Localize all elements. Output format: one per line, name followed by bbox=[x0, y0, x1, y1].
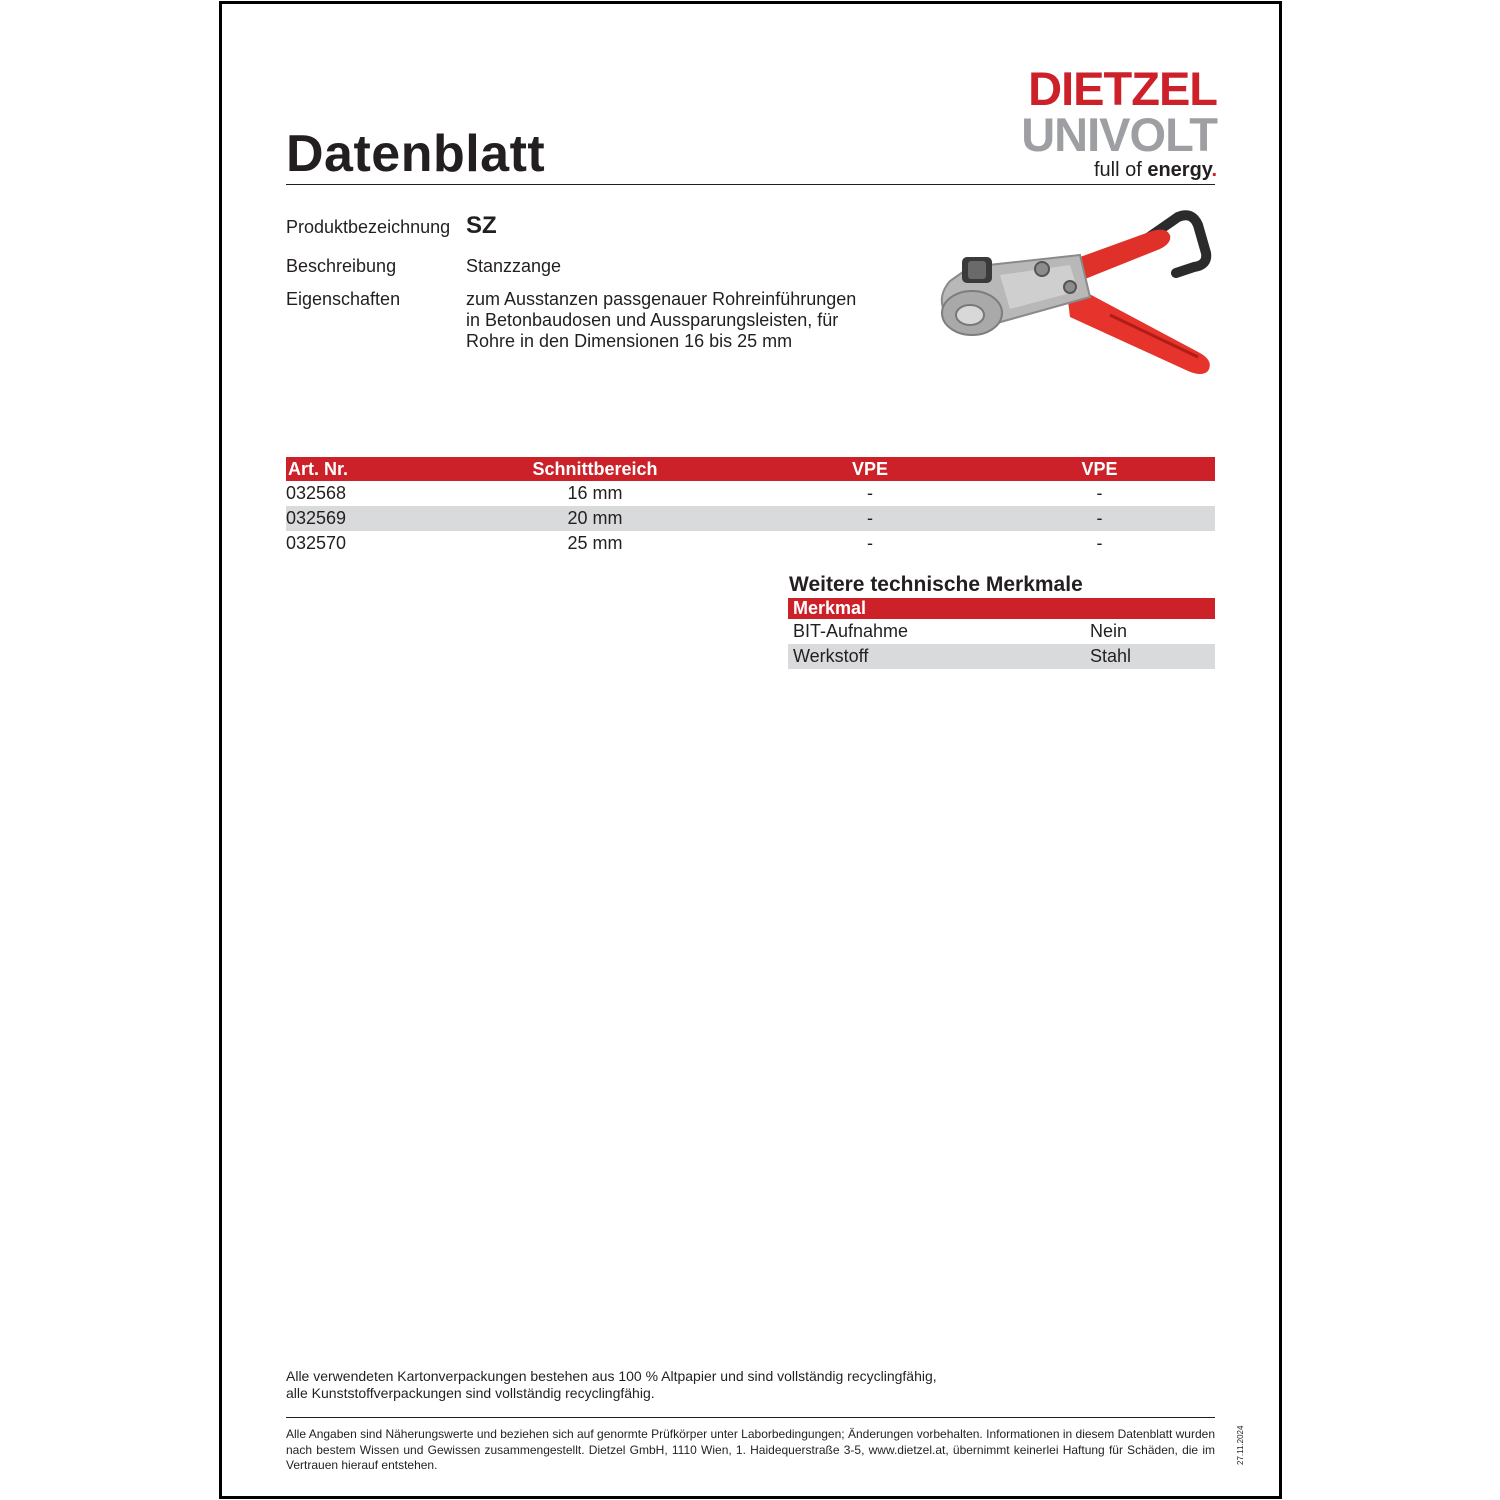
cutting-range: 16 mm bbox=[567, 483, 623, 503]
vpe-value: - bbox=[867, 483, 873, 503]
description-label: Beschreibung bbox=[286, 256, 397, 276]
article-number: 032570 bbox=[286, 533, 347, 553]
feature-name: BIT-Aufnahme bbox=[793, 621, 909, 641]
feature-name: Werkstoff bbox=[788, 644, 1090, 669]
vpe-value: - bbox=[1096, 533, 1103, 553]
header-cutting-range: Schnittbereich bbox=[434, 457, 756, 481]
document-date: 27.11.2024 bbox=[1236, 1425, 1245, 1465]
footer-divider bbox=[286, 1417, 1215, 1418]
header-article-number: Art. Nr. bbox=[286, 457, 434, 481]
disclaimer-text: Alle Angaben sind Näherungswerte und beziehen sich auf genormte Prüfkörper unter Laborbedingungen; Änderungen vorbehalten. Informationen in diesem Datenblatt wurden nach bestem Wissen und Gewissen zusammengestellt. Dietzel GmbH, 1110 Wien, 1. Haidequerstraße 3-5, www.dietzel.at, übernimmt keinerlei Haftung für Schäden, die im Vertrauen hierauf entstehen. bbox=[286, 1427, 1215, 1472]
recycling-line: alle Kunststoffverpackungen sind vollständig recyclingfähig. bbox=[286, 1385, 655, 1401]
feature-value: Nein bbox=[1090, 621, 1128, 641]
vpe-value: - bbox=[867, 533, 873, 553]
table-row bbox=[286, 506, 1215, 531]
article-number: 032568 bbox=[286, 483, 347, 503]
product-name-value: SZ bbox=[466, 212, 497, 239]
recycling-note bbox=[286, 1368, 937, 1402]
article-table bbox=[286, 457, 1215, 556]
features-table-header bbox=[788, 598, 1215, 619]
recycling-line: Alle verwendeten Kartonverpackungen bestehen aus 100 % Altpapier und sind vollständig recyclingfähig, bbox=[286, 1368, 937, 1384]
features-title: Weitere technische Merkmale bbox=[789, 573, 1083, 596]
article-number: 032569 bbox=[286, 506, 434, 531]
properties-line: zum Ausstanzen passgenauer Rohreinführungen bbox=[466, 289, 857, 309]
properties-line: in Betonbaudosen und Aussparungsleisten, für bbox=[466, 310, 839, 330]
cutting-range: 25 mm bbox=[567, 533, 623, 553]
feature-value: Stahl bbox=[1090, 644, 1215, 669]
vpe-value: - bbox=[756, 506, 984, 531]
properties-label: Eigenschaften bbox=[286, 289, 401, 309]
tagline-dot: . bbox=[1211, 159, 1217, 181]
dietzel-univolt-logo bbox=[1012, 62, 1217, 184]
table-row bbox=[286, 481, 1215, 506]
table-row bbox=[286, 531, 1215, 556]
punch-pliers-image bbox=[930, 205, 1220, 380]
description-value: Stanzzange bbox=[466, 256, 562, 276]
header-feature: Merkmal bbox=[788, 598, 1215, 619]
table-row bbox=[788, 644, 1215, 669]
vpe-value: - bbox=[1096, 483, 1103, 503]
logo-line-2: UNIVOLT bbox=[1021, 108, 1217, 161]
header-vpe: VPE bbox=[756, 457, 984, 481]
title-divider bbox=[286, 184, 1215, 185]
product-name-label: Produktbezeichnung bbox=[286, 217, 451, 237]
article-table-header bbox=[286, 457, 1215, 481]
table-row bbox=[788, 619, 1215, 644]
cutting-range: 20 mm bbox=[434, 506, 756, 531]
tagline-bold: energy bbox=[1147, 159, 1212, 181]
logo-tagline bbox=[1094, 159, 1217, 181]
header-vpe: VPE bbox=[984, 457, 1215, 481]
logo-line-1: DIETZEL bbox=[1028, 62, 1217, 115]
properties-value bbox=[466, 289, 856, 352]
page-title: Datenblatt bbox=[286, 125, 546, 183]
features-table bbox=[788, 598, 1215, 669]
tagline-plain: full of bbox=[1093, 159, 1148, 181]
properties-line: Rohre in den Dimensionen 16 bis 25 mm bbox=[466, 331, 793, 351]
vpe-value: - bbox=[984, 506, 1215, 531]
